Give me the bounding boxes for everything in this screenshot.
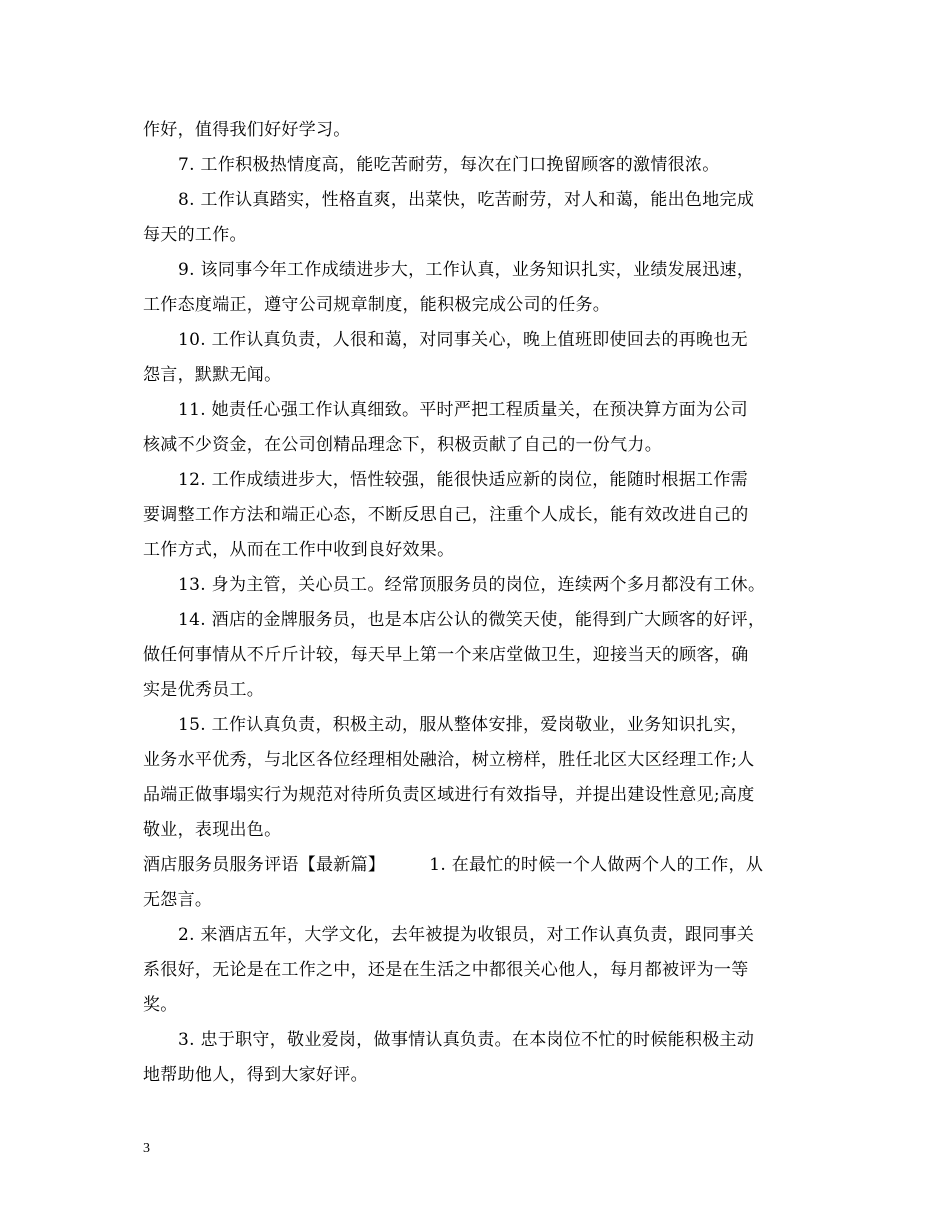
text-line: 作好，值得我们好好学习。: [143, 120, 351, 140]
text-line: 无怨言。: [143, 890, 213, 910]
section-heading: 酒店服务员服务评语【最新篇】: [143, 855, 386, 875]
text-line: 14. 酒店的金牌服务员，也是本店公认的微笑天使，能得到广大顾客的好评，: [178, 610, 766, 630]
text-line: 怨言，默默无闻。: [143, 365, 282, 385]
text-line: 系很好，无论是在工作之中，还是在生活之中都很关心他人，每月都被评为一等: [143, 960, 749, 980]
text-line: 2. 来酒店五年，大学文化，去年被提为收银员，对工作认真负责，跟同事关: [178, 925, 755, 945]
text-line: 工作方式，从而在工作中收到良好效果。: [143, 540, 455, 560]
text-line: 工作态度端正，遵守公司规章制度，能积极完成公司的任务。: [143, 295, 611, 315]
text-line: 7. 工作积极热情度高，能吃苦耐劳，每次在门口挽留顾客的激情很浓。: [178, 155, 720, 175]
text-line: 敬业，表现出色。: [143, 820, 282, 840]
text-line: 核减不少资金，在公司创精品理念下，积极贡献了自己的一份气力。: [143, 435, 662, 455]
text-line: 业务水平优秀，与北区各位经理相处融洽，树立榜样，胜任北区大区经理工作;人: [143, 750, 755, 770]
text-line: 要调整工作方法和端正心态，不断反思自己，注重个人成长，能有效改进自己的: [143, 505, 749, 525]
text-line: 3. 忠于职守，敬业爱岗，做事情认真负责。在本岗位不忙的时候能积极主动: [178, 1030, 755, 1050]
text-line: 8. 工作认真踏实，性格直爽，出菜快，吃苦耐劳，对人和蔼，能出色地完成: [178, 190, 755, 210]
text-line: 11. 她责任心强工作认真细致。平时严把工程质量关，在预决算方面为公司: [178, 400, 748, 420]
text-line: 地帮助他人，得到大家好评。: [143, 1065, 368, 1085]
text-line: 15. 工作认真负责，积极主动，服从整体安排，爱岗敬业，业务知识扎实，: [178, 715, 748, 735]
text-line: 实是优秀员工。: [143, 680, 265, 700]
text-line: 做任何事情从不斤斤计较，每天早上第一个来店堂做卫生，迎接当天的顾客，确: [143, 645, 749, 665]
text-line: 12. 工作成绩进步大，悟性较强，能很快适应新的岗位，能随时根据工作需: [178, 470, 748, 490]
text-line: 10. 工作认真负责，人很和蔼，对同事关心，晚上值班即使回去的再晚也无: [178, 330, 748, 350]
section-heading-line: [143, 853, 813, 877]
page-number: 3: [143, 1141, 150, 1156]
text-line: 品端正做事塌实行为规范对待所负责区域进行有效指导，并提出建设性意见;高度: [143, 785, 755, 805]
text-line: 13. 身为主管，关心员工。经常顶服务员的岗位，连续两个多月都没有工休。: [178, 575, 766, 595]
text-line: 9. 该同事今年工作成绩进步大，工作认真，业务知识扎实，业绩发展迅速，: [178, 260, 755, 280]
text-line: 每天的工作。: [143, 225, 247, 245]
text-line: 1. 在最忙的时候一个人做两个人的工作，从: [429, 855, 764, 875]
text-line: 奖。: [143, 995, 178, 1015]
